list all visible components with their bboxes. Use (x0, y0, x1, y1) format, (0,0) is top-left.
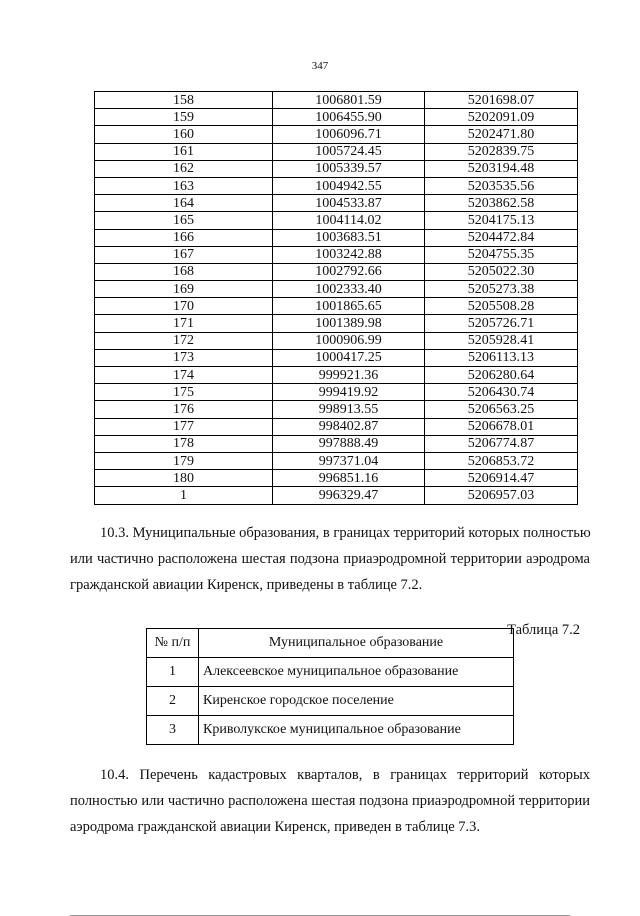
y-coordinate: 5205726.71 (425, 315, 578, 332)
y-coordinate: 5203535.56 (425, 177, 578, 194)
table-row (95, 92, 578, 109)
table-row (147, 687, 514, 716)
x-coordinate: 1006455.90 (273, 109, 425, 126)
point-number: 162 (95, 160, 273, 177)
point-number: 169 (95, 281, 273, 298)
x-coordinate: 1000417.25 (273, 349, 425, 366)
y-coordinate: 5206957.03 (425, 487, 578, 504)
point-number: 1 (95, 487, 273, 504)
x-coordinate: 1001389.98 (273, 315, 425, 332)
x-coordinate: 1002333.40 (273, 281, 425, 298)
y-coordinate: 5206563.25 (425, 401, 578, 418)
x-coordinate: 1003683.51 (273, 229, 425, 246)
coordinates-table-body (95, 92, 578, 505)
point-number: 171 (95, 315, 273, 332)
point-number: 165 (95, 212, 273, 229)
point-number: 167 (95, 246, 273, 263)
x-coordinate: 998913.55 (273, 401, 425, 418)
y-coordinate: 5206914.47 (425, 470, 578, 487)
y-coordinate: 5202091.09 (425, 109, 578, 126)
point-number: 160 (95, 126, 273, 143)
table-row (95, 384, 578, 401)
x-coordinate: 999921.36 (273, 367, 425, 384)
x-coordinate: 1004114.02 (273, 212, 425, 229)
header-municipality: Муниципальное образование (199, 629, 514, 658)
table-row (95, 229, 578, 246)
x-coordinate: 1004533.87 (273, 195, 425, 212)
table-row (147, 716, 514, 745)
table-row (95, 126, 578, 143)
point-number: 158 (95, 92, 273, 109)
paragraph-line: полностью или частично расположена шестая подзона приаэродромной территории (70, 793, 590, 809)
municipalities-table (146, 628, 514, 745)
x-coordinate: 1006096.71 (273, 126, 425, 143)
point-number: 164 (95, 195, 273, 212)
table-row (95, 160, 578, 177)
table-row (95, 332, 578, 349)
y-coordinate: 5206774.87 (425, 435, 578, 452)
point-number: 168 (95, 263, 273, 280)
municipality-name: Киренское городское поселение (199, 687, 514, 716)
y-coordinate: 5206853.72 (425, 452, 578, 469)
y-coordinate: 5206430.74 (425, 384, 578, 401)
table-row (95, 401, 578, 418)
y-coordinate: 5204755.35 (425, 246, 578, 263)
paragraph-line: аэродрома гражданской авиации Киренск, приведен в таблице 7.3. (70, 819, 481, 835)
table-row (95, 143, 578, 160)
x-coordinate: 1004942.55 (273, 177, 425, 194)
paragraph-line: 10.4. Перечень кадастровых кварталов, в границах территорий которых (100, 767, 590, 783)
point-number: 170 (95, 298, 273, 315)
y-coordinate: 5204472.84 (425, 229, 578, 246)
header-number: № п/п (147, 629, 199, 658)
point-number: 176 (95, 401, 273, 418)
x-coordinate: 997888.49 (273, 435, 425, 452)
table-row (95, 281, 578, 298)
point-number: 163 (95, 177, 273, 194)
point-number: 178 (95, 435, 273, 452)
table-header-row (147, 629, 514, 658)
y-coordinate: 5201698.07 (425, 92, 578, 109)
x-coordinate: 996329.47 (273, 487, 425, 504)
table-row (95, 367, 578, 384)
y-coordinate: 5206280.64 (425, 367, 578, 384)
y-coordinate: 5205508.28 (425, 298, 578, 315)
paragraph-line: или частично расположена шестая подзона приаэродромной территории аэродрома (70, 551, 590, 567)
y-coordinate: 5205928.41 (425, 332, 578, 349)
x-coordinate: 999419.92 (273, 384, 425, 401)
x-coordinate: 1001865.65 (273, 298, 425, 315)
municipality-name: Алексеевское муниципальное образование (199, 658, 514, 687)
table-row (147, 658, 514, 687)
point-number: 166 (95, 229, 273, 246)
x-coordinate: 1000906.99 (273, 332, 425, 349)
point-number: 180 (95, 470, 273, 487)
y-coordinate: 5206678.01 (425, 418, 578, 435)
y-coordinate: 5202839.75 (425, 143, 578, 160)
x-coordinate: 1003242.88 (273, 246, 425, 263)
table-row (95, 246, 578, 263)
point-number: 161 (95, 143, 273, 160)
table-row (95, 435, 578, 452)
point-number: 177 (95, 418, 273, 435)
paragraph-10-4 (70, 762, 590, 840)
table-row (95, 470, 578, 487)
row-number: 1 (147, 658, 199, 687)
y-coordinate: 5206113.13 (425, 349, 578, 366)
point-number: 175 (95, 384, 273, 401)
point-number: 159 (95, 109, 273, 126)
y-coordinate: 5205273.38 (425, 281, 578, 298)
x-coordinate: 1005339.57 (273, 160, 425, 177)
table-row (95, 315, 578, 332)
y-coordinate: 5205022.30 (425, 263, 578, 280)
table-row (95, 195, 578, 212)
table-7-2-caption: Таблица 7.2 (507, 622, 580, 638)
x-coordinate: 996851.16 (273, 470, 425, 487)
paragraph-10-3 (70, 520, 590, 598)
x-coordinate: 1002792.66 (273, 263, 425, 280)
point-number: 173 (95, 349, 273, 366)
y-coordinate: 5203862.58 (425, 195, 578, 212)
paragraph-line: 10.3. Муниципальные образования, в границах территорий которых полностью (100, 525, 591, 541)
y-coordinate: 5203194.48 (425, 160, 578, 177)
paragraph-line: гражданской авиации Киренск, приведены в таблице 7.2. (70, 577, 423, 593)
table-row (95, 349, 578, 366)
point-number: 174 (95, 367, 273, 384)
point-number: 172 (95, 332, 273, 349)
x-coordinate: 998402.87 (273, 418, 425, 435)
table-row (95, 418, 578, 435)
table-row (95, 212, 578, 229)
row-number: 3 (147, 716, 199, 745)
table-row (95, 263, 578, 280)
table-row (95, 487, 578, 504)
row-number: 2 (147, 687, 199, 716)
y-coordinate: 5202471.80 (425, 126, 578, 143)
coordinates-table (94, 91, 578, 505)
municipality-name: Криволукское муниципальное образование (199, 716, 514, 745)
x-coordinate: 1006801.59 (273, 92, 425, 109)
x-coordinate: 1005724.45 (273, 143, 425, 160)
page-number: 347 (311, 60, 329, 72)
table-row (95, 109, 578, 126)
y-coordinate: 5204175.13 (425, 212, 578, 229)
point-number: 179 (95, 452, 273, 469)
table-row (95, 452, 578, 469)
table-row (95, 177, 578, 194)
table-row (95, 298, 578, 315)
x-coordinate: 997371.04 (273, 452, 425, 469)
